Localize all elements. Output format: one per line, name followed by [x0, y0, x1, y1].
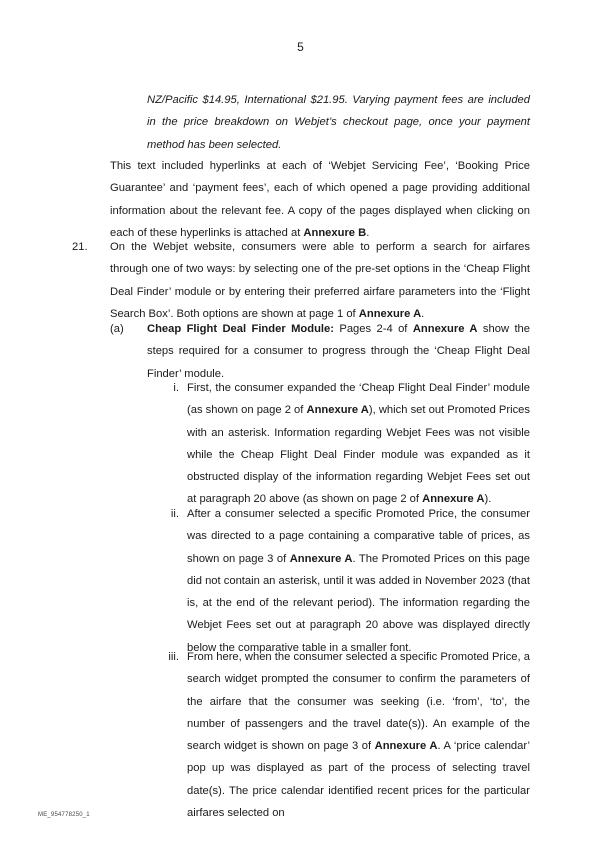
paragraph-21-text: On the Webjet website, consumers were able to perform a search for airfares through one of two ways: by selecting one of the pre-set options in the ‘Cheap Flight Deal Finder’ module or by entering their preferred airfare parameters into the ‘Flight Search Box’. Both options are shown at page 1 of	[110, 241, 530, 320]
subparagraph-a-text-after: show the steps required for a consumer to progress through the ‘Cheap Flight Deal Finder’ module.	[147, 323, 531, 380]
hyperlinks-paragraph-text: This text included hyperlinks at each of ‘Webjet Servicing Fee’, ‘Booking Price Guarantee’ and ‘payment fees’, each of which opened a page providing additional information about the relevant fee. A copy of the pages displayed when clicking on each of these hyperlinks is attached at	[110, 160, 530, 239]
item-ii-label: ii.	[170, 508, 179, 520]
item-i-text-3: ).	[484, 493, 492, 506]
paragraph-number-21: 21.	[72, 241, 88, 253]
item-ii-text-1: After a consumer selected a specific Promoted Price, the consumer was directed to a page containing a comparative table of prices, as shown on page 3 of	[187, 508, 530, 565]
item-i-label: i.	[173, 382, 179, 394]
paragraph-21-end: .	[421, 307, 425, 320]
item-ii-text-2: . The Promoted Prices on this page did not contain an asterisk, until it was added in November 2023 (that is, at the end of the relevant period). The information regarding the Webjet Fees set out at paragraph 20 above was displayed directly below the comparative table in a smaller font.	[187, 552, 530, 654]
annexure-a-ref: Annexure A	[412, 323, 478, 335]
hyperlinks-paragraph-end: .	[366, 226, 370, 239]
subparagraph-a	[147, 318, 530, 385]
hyperlinks-paragraph	[110, 155, 530, 244]
item-iii-text-1: From here, when the consumer selected a specific Promoted Price, a search widget prompted the consumer to confirm the parameters of the airfare that the consumer was seeking (i.e. ‘from’, ‘to’, the number of passengers and the travel date(s)). An example of the search widget is shown on page 3 of	[187, 651, 530, 753]
document-code: ME_954778250_1	[38, 812, 90, 818]
annexure-a-ref: Annexure A	[374, 740, 438, 753]
subparagraph-a-label: (a)	[110, 323, 124, 335]
quoted-fee-text: NZ/Pacific $14.95, International $21.95. Varying payment fees are included in the price breakdown on Webjet’s checkout page, once your payment method has been selected.	[147, 94, 530, 151]
annexure-b-ref: Annexure B	[303, 226, 367, 239]
item-i-text-1: First, the consumer expanded the ‘Cheap Flight Deal Finder’ module (as shown on page 2 of	[187, 382, 530, 417]
subparagraph-a-heading: Cheap Flight Deal Finder Module:	[147, 323, 334, 335]
annexure-a-ref: Annexure A	[289, 552, 353, 565]
item-i-text-2: ), which set out Promoted Prices with an asterisk. Information regarding Webjet Fees was not visible while the Cheap Flight Deal Finder module was expanded as it obstructed display of the information regarding Webjet Fees set out at paragraph 20 above (as shown on page 2 of	[187, 404, 530, 506]
item-iii-label: iii.	[168, 651, 179, 663]
item-i	[187, 377, 530, 511]
page-number: 5	[297, 40, 304, 54]
paragraph-21	[110, 236, 530, 325]
subparagraph-a-text-before: Pages 2-4 of	[333, 323, 413, 335]
item-ii	[187, 503, 530, 659]
annexure-a-ref: Annexure A	[358, 307, 422, 320]
item-iii	[187, 646, 530, 824]
annexure-a-ref: Annexure A	[422, 493, 485, 506]
item-iii-text-2: . A ‘price calendar’ pop up was displayed as part of the process of selecting travel date(s). The price calendar identified recent prices for the particular airfares selected on	[187, 740, 531, 820]
annexure-a-ref: Annexure A	[306, 404, 369, 417]
